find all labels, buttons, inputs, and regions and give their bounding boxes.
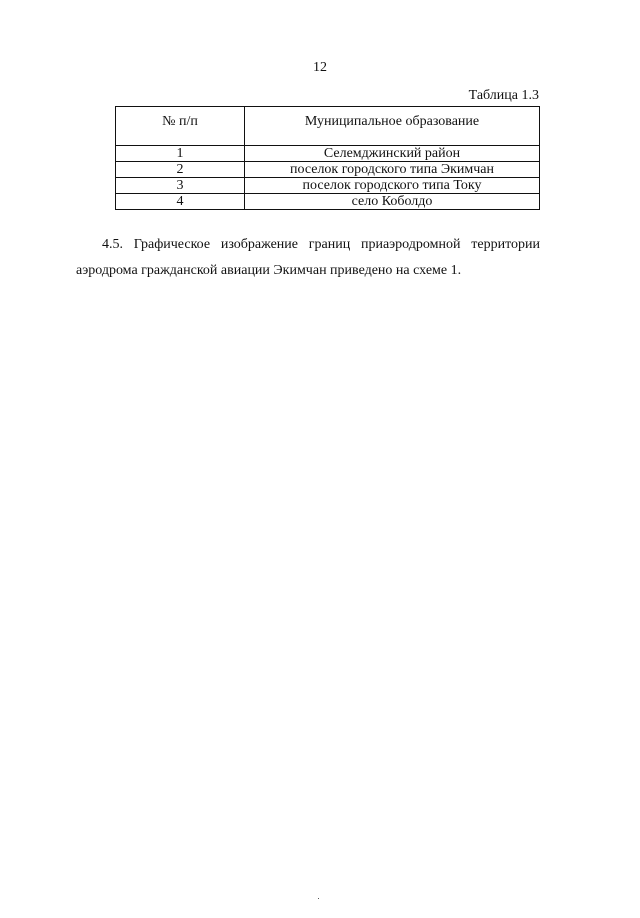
page-number: 12 — [313, 60, 327, 75]
table-header-row — [116, 107, 540, 146]
table-row — [116, 146, 540, 162]
table-row — [116, 162, 540, 178]
row-number-cell: 3 — [116, 178, 245, 194]
table-row — [116, 194, 540, 210]
column-header-municipality: Муниципальное образование — [245, 107, 540, 146]
municipality-cell: поселок городского типа Экимчан — [245, 162, 540, 178]
municipalities-table — [115, 106, 540, 210]
municipality-cell: Селемджинский район — [245, 146, 540, 162]
table-row — [116, 178, 540, 194]
table-caption: Таблица 1.3 — [468, 88, 539, 103]
scan-speck — [318, 898, 319, 899]
row-number-cell: 2 — [116, 162, 245, 178]
body-paragraph — [76, 232, 540, 284]
column-header-number: № п/п — [116, 107, 245, 146]
row-number-cell: 4 — [116, 194, 245, 210]
row-number-cell: 1 — [116, 146, 245, 162]
municipality-cell: село Коболдо — [245, 194, 540, 210]
paragraph-text: 4.5. Графическое изображение границ приаэродромной территории аэродрома гражданской авиации Экимчан приведено на схеме 1. — [76, 237, 540, 278]
municipality-cell: поселок городского типа Току — [245, 178, 540, 194]
